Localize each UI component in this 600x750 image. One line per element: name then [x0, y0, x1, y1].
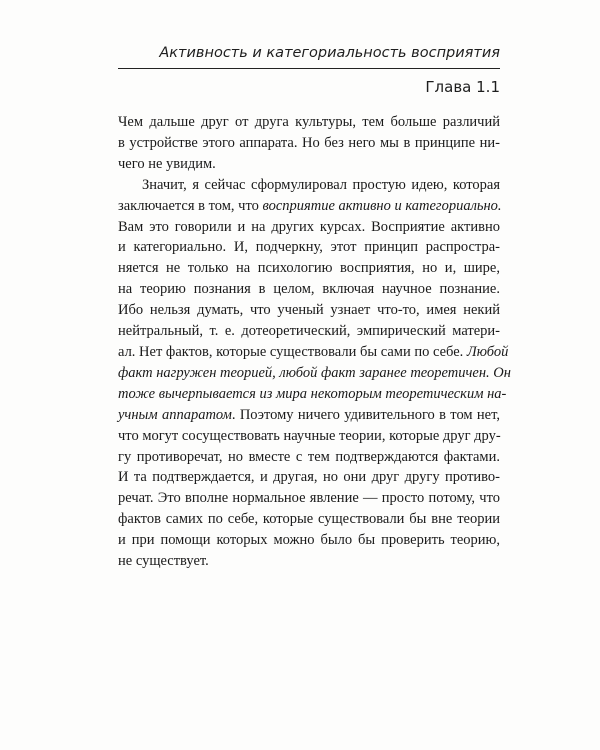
text-line: в устройстве этого аппарата. Но без него мы в принципе ни-	[118, 134, 500, 151]
text-line-italic: факт нагружен теорией, любой факт заранее теоретичен. Он	[118, 364, 511, 381]
text-line: фактов самих по себе, которые существовали бы вне теории	[118, 511, 500, 528]
text-line: на теорию познания в целом, включая научное познание.	[118, 281, 500, 298]
text-run: заключается в том, что	[118, 197, 263, 214]
text-line: Чем дальше друг от друга культуры, тем больше различий	[118, 114, 500, 130]
running-header-title: Активность и категориальность восприятия	[159, 45, 500, 61]
chapter-label: Глава 1.1	[425, 78, 500, 96]
text-line: Ибо нельзя думать, что ученый узнает что-то, имея некий	[118, 302, 500, 319]
text-line: И та подтверждается, и другая, но они друг другу противо-	[118, 469, 500, 486]
text-run: . Поэтому ничего удивительного в том нет,	[231, 406, 500, 423]
text-line: не существует.	[118, 553, 209, 570]
text-line	[118, 405, 500, 426]
text-line-italic: тоже вычерпывается из мира некоторым теоретическим на-	[118, 385, 507, 402]
header-rule	[118, 68, 500, 69]
text-line	[118, 342, 509, 363]
italic-run: учным аппаратом	[118, 406, 232, 423]
text-line: Значит, я сейчас сформулировал простую идею, которая	[142, 176, 500, 193]
text-line: Вам это говорили и на других курсах. Восприятие активно	[118, 218, 500, 235]
italic-run: Любой	[466, 343, 509, 360]
text-line: что могут сосуществовать научные теории, которые друг дру-	[118, 427, 501, 444]
text-line: гу противоречат, но вместе с тем подтверждаются фактами.	[118, 448, 500, 465]
text-line: чего не увидим.	[118, 155, 216, 172]
text-line: речат. Это вполне нормальное явление — просто потому, что	[118, 490, 500, 507]
text-run: ал. Нет фактов, которые существовали бы сами по себе.	[118, 343, 467, 360]
text-line: и категориально. И, подчеркну, этот принцип распростра-	[118, 239, 500, 256]
text-line: и при помощи которых можно было бы проверить теорию,	[118, 532, 500, 549]
text-line: нейтральный, т. е. дотеоретический, эмпирический матери-	[118, 323, 500, 340]
italic-run: восприятие активно и категориально.	[262, 197, 502, 214]
text-line: няется не только на психологию восприятия, но и, шире,	[118, 260, 500, 277]
text-line	[118, 196, 500, 217]
body-text	[118, 112, 511, 572]
